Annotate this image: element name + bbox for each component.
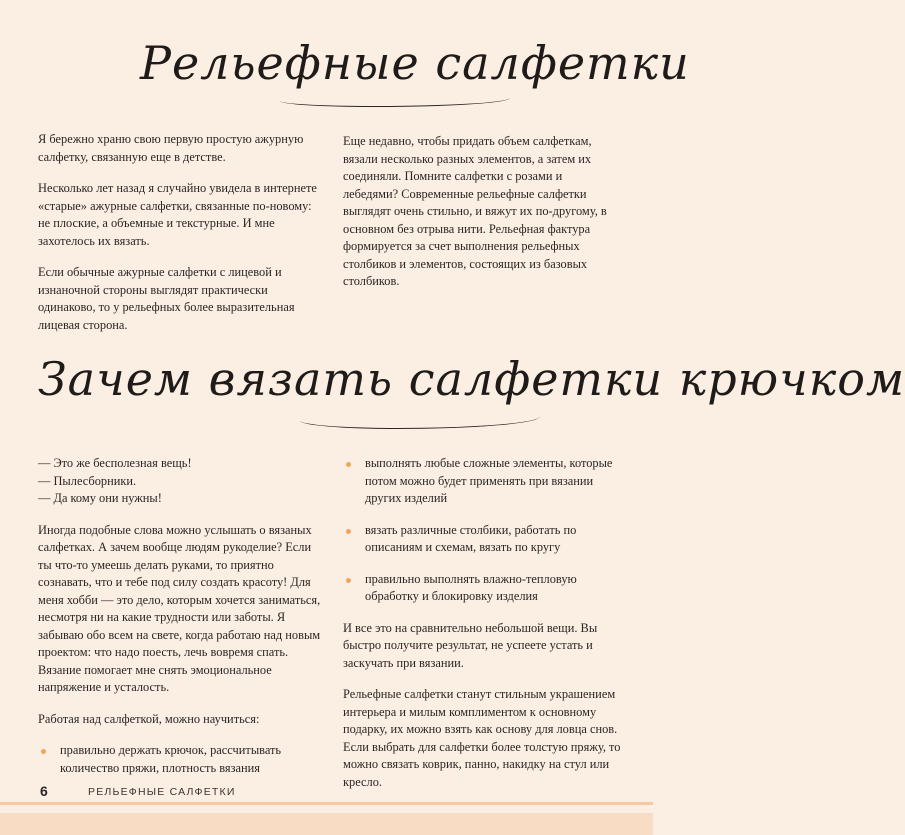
bullet-dot-icon	[41, 749, 46, 754]
section-title-why-crochet: Зачем вязать салфетки крючком	[38, 352, 905, 406]
list-item-text: выполнять любые сложные элементы, которые потом можно будет применять при вязании других изделий	[365, 456, 613, 505]
page-number: 6	[40, 783, 48, 799]
dialog-line: — Пылесборники.	[38, 473, 137, 488]
list-item	[343, 522, 625, 557]
intro-left-column	[38, 131, 321, 348]
bullet-dot-icon	[346, 462, 351, 467]
title-swash-decoration	[300, 408, 540, 429]
section-title-relief-doilies: Рельефные салфетки	[140, 36, 690, 90]
dialog-quotes	[38, 455, 323, 508]
list-item	[343, 571, 625, 606]
why-left-column	[38, 455, 323, 791]
intro-right-column	[343, 133, 613, 305]
list-item-text: правильно держать крючок, рассчитывать количество пряжи, плотность вязания	[60, 743, 282, 775]
paragraph: Я бережно храню свою первую простую ажурную салфетку, связанную еще в детстве.	[38, 132, 304, 164]
footer-divider	[0, 802, 653, 805]
skills-list-continued	[343, 455, 625, 606]
bullet-dot-icon	[346, 578, 351, 583]
paragraph: Несколько лет назад я случайно увидела в интернете «старые» ажурные салфетки, связанные по-новому: не плоские, а объемные и текстурные. И мне захотелось их вязать.	[38, 181, 317, 248]
paragraph: Иногда подобные слова можно услышать о вязаных салфетках. А зачем вообще людям рукоделие? Если ты что-то умеешь делать руками, то приятно сознавать, что и тебе под силу создать красоту! Для меня хобби — это дело, которым хочется заниматься, несмотря ни на какие трудности или заботы. Я забываю обо всем на свете, когда работаю над новым проектом: что надо поесть, лечь вовремя спать. Вязание помогает мне снять эмоциональное напряжение и усталость.	[38, 522, 321, 694]
paragraph: Работая над салфеткой, можно научиться:	[38, 711, 260, 726]
list-item-text: вязать различные столбики, работать по описаниям и схемам, вязать по кругу	[365, 522, 577, 554]
dialog-line: — Это же бесполезная вещь!	[38, 456, 192, 470]
paragraph: Если обычные ажурные салфетки с лицевой и изнаночной стороны выглядят практически одинаково, то у рельефных более выразительная лицевая сторона.	[38, 265, 295, 332]
list-item	[38, 742, 323, 777]
list-item-text: правильно выполнять влажно-тепловую обработку и блокировку изделия	[365, 571, 577, 603]
list-item	[343, 455, 625, 508]
title-swash-decoration	[280, 92, 510, 107]
footer-band	[0, 813, 653, 835]
bullet-dot-icon	[346, 529, 351, 534]
paragraph: Рельефные салфетки станут стильным украшением интерьера и милым комплиментом к основному подарку, их можно взять как основу для ловца снов. Если выбрать для салфетки более толстую пряжу, то можно связать коврик, панно, накидку на стул или кресло.	[343, 687, 621, 789]
paragraph: И все это на сравнительно небольшой вещи. Вы быстро получите результат, не успеете устать и заскучать при вязании.	[343, 620, 598, 670]
running-header: РЕЛЬЕФНЫЕ САЛФЕТКИ	[88, 786, 236, 798]
paragraph: Еще недавно, чтобы придать объем салфеткам, вязали несколько разных элементов, а затем их соединяли. Помните салфетки с розами и лебедями? Современные рельефные салфетки выглядят очень стильно, и вяжут их по-другому, в основном без отрыва нити. Рельефная фактура формируется за счет выполнения рельефных столбиков и элементов, состоящих из базовых столбиков.	[343, 134, 607, 288]
why-right-column	[343, 455, 625, 805]
dialog-line: — Да кому они нужны!	[38, 491, 162, 505]
skills-list	[38, 742, 323, 777]
